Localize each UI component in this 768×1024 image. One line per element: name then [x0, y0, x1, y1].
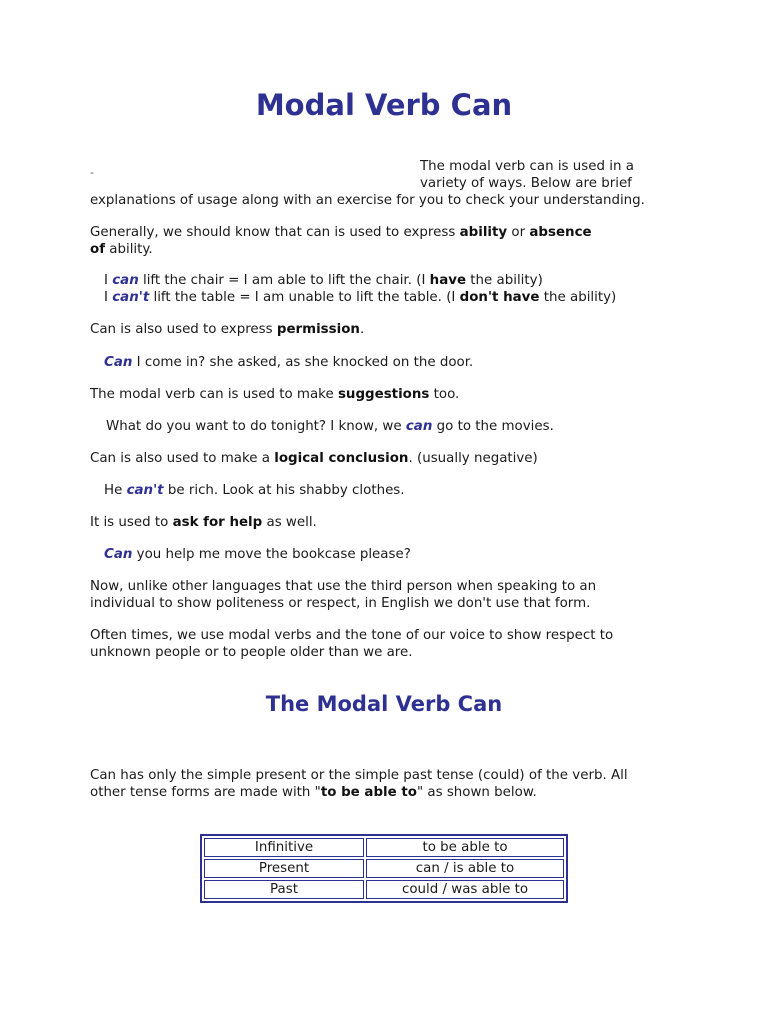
intro-dash: -	[90, 166, 94, 179]
politeness-paragraph	[90, 578, 650, 612]
modal-can: Can	[104, 355, 133, 370]
dont-have-keyword: don't have	[459, 290, 540, 305]
modal-can: can	[405, 419, 433, 434]
example-text: the ability)	[466, 273, 543, 288]
permission-text: Can is also used to express	[90, 322, 277, 337]
tense-text-end: " as shown below.	[416, 785, 537, 800]
example-text: lift the table = I am unable to lift the table. (I	[149, 290, 460, 305]
modal-can: can	[112, 273, 139, 288]
table-cell-form: Present	[204, 859, 364, 878]
example-text: I	[104, 290, 113, 305]
table-row	[204, 838, 564, 857]
example-text: be rich. Look at his shabby clothes.	[163, 483, 405, 498]
table-cell-form: Past	[204, 880, 364, 899]
conclusion-keyword: logical conclusion	[274, 451, 409, 466]
table-row	[204, 880, 564, 899]
conclusion-example	[104, 482, 405, 499]
to-be-able-to-keyword: to be able to	[320, 785, 417, 800]
table-cell-value: can / is able to	[366, 859, 564, 878]
example-text: lift the chair = I am able to lift the chair. (I	[138, 273, 430, 288]
example-text: What do you want to do tonight? I know, we	[106, 419, 406, 434]
tense-paragraph	[90, 767, 650, 801]
example-text: you help me move the bookcase please?	[132, 547, 411, 562]
example-text: I come in? she asked, as she knocked on the door.	[132, 355, 474, 370]
suggestions-end: too.	[429, 387, 460, 402]
have-keyword: have	[429, 273, 467, 288]
help-end: as well.	[262, 515, 317, 530]
intro-line-2: variety of ways. Below are brief	[420, 176, 632, 191]
respect-line-2: unknown people or to people older than we are.	[90, 645, 413, 660]
example-text: I	[104, 273, 113, 288]
section-title: The Modal Verb Can	[265, 692, 503, 716]
tense-text: other tense forms are made with "	[90, 785, 321, 800]
modal-cant: can't	[126, 483, 164, 498]
ability-example-1	[104, 272, 543, 289]
suggestions-text: The modal verb can is used to make	[90, 387, 338, 402]
respect-paragraph	[90, 627, 650, 661]
permission-example	[104, 354, 473, 371]
help-example	[104, 546, 411, 563]
permission-paragraph	[90, 321, 650, 338]
tense-line-2	[90, 784, 650, 801]
example-text: go to the movies.	[432, 419, 554, 434]
intro-line-1: The modal verb can is used in a	[420, 159, 634, 174]
politeness-line-2: individual to show politeness or respect, in English we don't use that form.	[90, 596, 591, 611]
permission-keyword: permission	[276, 322, 360, 337]
table-cell-form: Infinitive	[204, 838, 364, 857]
table-cell-value: to be able to	[366, 838, 564, 857]
example-text: He	[104, 483, 127, 498]
politeness-line-1: Now, unlike other languages that use the third person when speaking to an	[90, 579, 597, 594]
intro-line-3: explanations of usage along with an exercise for you to check your understanding.	[90, 193, 645, 208]
ability-keyword: ability	[459, 225, 508, 240]
suggestions-paragraph	[90, 386, 650, 403]
of-keyword: of	[90, 242, 106, 257]
ability-text-after: ability.	[105, 242, 153, 257]
absence-keyword: absence	[529, 225, 592, 240]
verb-forms-table	[200, 834, 568, 903]
respect-line-1: Often times, we use modal verbs and the tone of our voice to show respect to	[90, 628, 614, 643]
modal-can: Can	[104, 547, 133, 562]
help-paragraph	[90, 514, 650, 531]
page-title: Modal Verb Can	[255, 88, 513, 122]
ability-example-2	[104, 289, 616, 306]
conclusion-paragraph	[90, 450, 650, 467]
modal-cant: can't	[112, 290, 150, 305]
table-row	[204, 859, 564, 878]
ability-paragraph	[90, 224, 650, 258]
tense-line-1: Can has only the simple present or the simple past tense (could) of the verb. All	[90, 768, 628, 783]
ability-text: Generally, we should know that can is used to express	[90, 225, 460, 240]
help-text: It is used to	[90, 515, 173, 530]
conclusion-end: . (usually negative)	[408, 451, 538, 466]
example-text: the ability)	[539, 290, 617, 305]
suggestions-example	[106, 418, 554, 435]
help-keyword: ask for help	[172, 515, 263, 530]
intro-paragraph-right	[420, 158, 670, 192]
suggestions-keyword: suggestions	[337, 387, 430, 402]
table-cell-value: could / was able to	[366, 880, 564, 899]
conclusion-text: Can is also used to make a	[90, 451, 275, 466]
permission-end: .	[359, 322, 365, 337]
ability-or: or	[507, 225, 530, 240]
